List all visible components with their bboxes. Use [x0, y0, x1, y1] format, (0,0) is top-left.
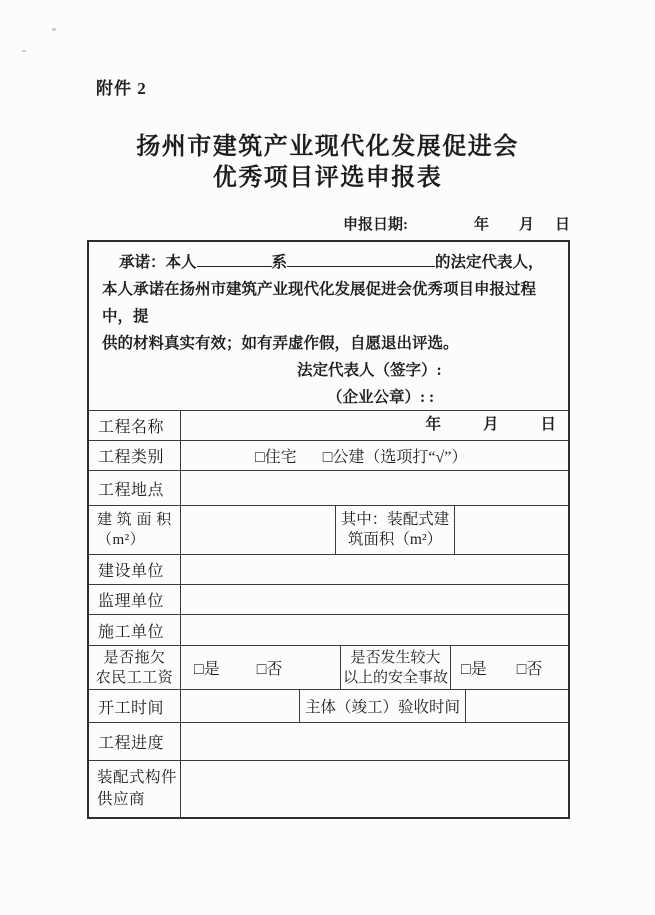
commitment-suffix: 的法定代表人， — [435, 254, 544, 271]
option-no-label: 否 — [266, 661, 283, 678]
option-yes-label: 是 — [470, 661, 487, 678]
row-label: 工程类别 — [98, 449, 165, 466]
row-label: 工程名称 — [98, 419, 165, 436]
commitment-is: 系 — [271, 254, 288, 271]
building-area-value-cell — [180, 506, 335, 554]
commitment-line3: 供的材料真实有效；如有弄虚作假，自愿退出评选。 — [102, 335, 459, 352]
row-label: 工程地点 — [98, 481, 165, 499]
form-title — [0, 132, 655, 194]
form-title-line2: 优秀项目评选申报表 — [212, 165, 443, 191]
option-no-label: 否 — [526, 661, 543, 678]
option-no — [517, 656, 543, 679]
option-yes — [194, 656, 220, 679]
commitment-line1 — [102, 249, 556, 276]
checkbox-icon: □ — [461, 661, 471, 678]
row-construction-owner — [89, 554, 568, 584]
contractor-unit-value-cell — [180, 615, 568, 645]
attachment-label: 附件 2 — [96, 79, 147, 98]
name-blank-underline — [197, 264, 272, 267]
day-label: 日 — [540, 416, 556, 433]
safety-accident-options-cell — [450, 646, 568, 689]
scan-speck — [52, 28, 56, 31]
row-label — [89, 761, 180, 817]
year-label: 年 — [473, 217, 489, 233]
row-label: 施工单位 — [98, 623, 165, 641]
company-blank-underline — [287, 264, 435, 267]
day-label: 日 — [554, 217, 570, 233]
row-label: 监理单位 — [98, 593, 165, 610]
prefab-area-value-cell — [454, 506, 568, 554]
option-public — [323, 444, 468, 467]
row-prefab-supplier — [89, 760, 568, 817]
option-no — [257, 656, 283, 679]
prefab-area-label-cell — [335, 506, 454, 554]
acceptance-date-label-cell: 主体（竣工）验收时间 — [299, 690, 465, 722]
row-label — [89, 506, 180, 554]
row-project-progress — [89, 722, 568, 760]
month-label: 月 — [518, 217, 534, 233]
row-project-location — [89, 470, 568, 505]
option-yes — [461, 656, 487, 679]
row-label: 开工时间 — [98, 699, 165, 717]
start-date-value-cell — [180, 690, 299, 722]
wage-arrears-label-line1: 是否拖欠 — [103, 649, 166, 666]
project-location-value-cell — [180, 471, 568, 505]
safety-accident-label-line2: 以上的安全事故 — [342, 669, 448, 686]
row-building-area — [89, 505, 568, 554]
commitment-line2: 本人承诺在扬州市建筑产业现代化发展促进会优秀项目申报过程中，提 — [102, 281, 537, 325]
building-area-label-line1: 建 筑 面 积 — [97, 512, 172, 528]
safety-accident-label-line1: 是否发生较大 — [350, 649, 441, 666]
building-area-label-line2: （m²） — [97, 532, 146, 548]
row-start-date — [89, 689, 568, 722]
row-project-type — [89, 440, 568, 470]
row-contractor-unit — [89, 614, 568, 645]
row-label — [89, 646, 180, 689]
checkbox-icon: □ — [516, 661, 527, 678]
month-label: 月 — [482, 416, 499, 433]
company-seal-label: （企业公章）: : — [327, 389, 435, 406]
checkbox-icon: □ — [322, 449, 333, 466]
project-name-value-cell — [180, 411, 568, 440]
option-residential-label: 住宅 — [264, 449, 297, 466]
option-residential — [255, 444, 297, 467]
year-label: 年 — [425, 416, 441, 433]
legal-representative-sign-label: 法定代表人（签字）: — [297, 362, 442, 379]
checkbox-icon: □ — [255, 449, 265, 466]
option-public-label: 公建（选项打“√”） — [332, 449, 468, 466]
prefab-supplier-value-cell — [180, 761, 568, 817]
date-label: 申报日期: — [342, 217, 408, 233]
acceptance-date-value-cell — [465, 690, 568, 722]
row-project-name — [89, 410, 568, 440]
scan-speck — [22, 50, 26, 52]
commitment-prefix: 承诺：本人 — [119, 254, 197, 271]
checkbox-icon: □ — [256, 661, 267, 678]
row-label: 建设单位 — [98, 563, 165, 580]
construction-owner-value-cell — [180, 555, 568, 584]
application-date-line — [87, 213, 570, 234]
row-label: 工程进度 — [98, 735, 165, 752]
row-wage-arrears — [89, 645, 568, 689]
wage-arrears-label-line2: 农民工工资 — [95, 669, 174, 686]
form-title-line1: 扬州市建筑产业现代化发展促进会 — [136, 134, 519, 160]
project-type-options-cell — [180, 441, 568, 470]
option-yes-label: 是 — [203, 661, 220, 678]
prefab-supplier-label-line1: 装配式构件 — [97, 769, 178, 786]
prefab-supplier-label-line2: 供应商 — [97, 791, 146, 808]
wage-arrears-options-cell — [180, 646, 340, 689]
row-supervision-unit — [89, 584, 568, 614]
project-progress-value-cell — [180, 723, 568, 760]
supervision-unit-value-cell — [180, 585, 568, 614]
prefab-area-label-line1: 其中：装配式建 — [340, 511, 450, 528]
checkbox-icon: □ — [194, 661, 204, 678]
application-table — [87, 240, 570, 819]
safety-accident-label-cell — [340, 646, 450, 689]
prefab-area-label-line2: 筑面积（m²） — [347, 531, 443, 548]
